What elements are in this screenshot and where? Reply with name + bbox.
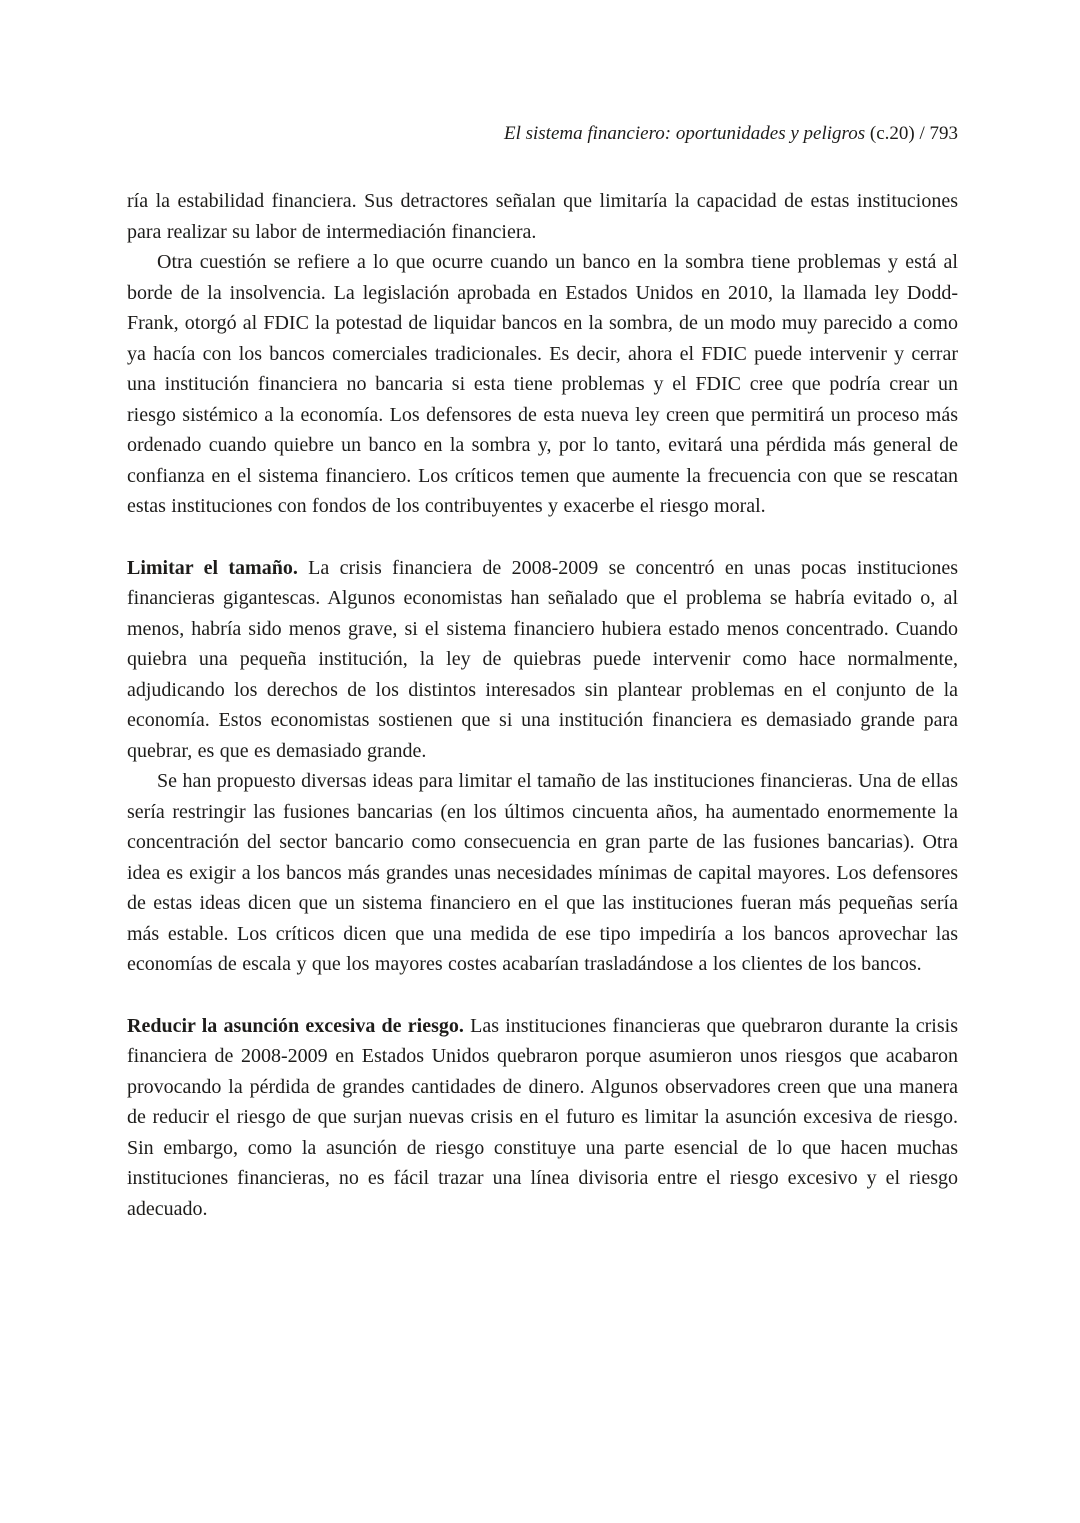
section-paragraph: Limitar el tamaño. La crisis financiera de 2008-2009 se concentró en unas pocas instituciones financieras gigantescas. Algunos economistas han señalado que el problema se habría evitado o, al menos, habría sido menos grave, si el sistema financiero hubiera estado menos concentrado. Cuando quiebra una pequeña institución, la ley de quiebras puede intervenir como hace normalmente, adjudicando los derechos de los distintos interesados sin plantear problemas en el conjunto de la economía. Estos economistas sostienen que si una institución financiera es demasiado grande para quebrar, es que es demasiado grande. — [127, 556, 959, 762]
body-paragraph: Otra cuestión se refiere a lo que ocurre cuando un banco en la sombra tiene problemas y está al borde de la insolvencia. La legislación aprobada en Estados Unidos en 2010, la llamada ley Dodd-Frank, otorgó al FDIC la potestad de liquidar bancos en la sombra, de un modo muy parecido a como ya hacía con los bancos comerciales tradicionales. Es decir, ahora el FDIC puede intervenir y cerrar una institución financiera no bancaria si esta tiene problemas y el FDIC cree que podría crear un riesgo sistémico a la economía. Los defensores de esta nueva ley creen que permitirá un proceso más ordenado cuando quiebre un banco en la sombra y, por lo tanto, evitará una pérdida más general de confianza en el sistema financiero. Los críticos temen que aumente la frecuencia con que se rescatan estas instituciones con fondos de los contribuyentes y exacerbe el riesgo moral. — [127, 251, 958, 517]
running-head-title: El sistema financiero: oportunidades y peligros — [503, 123, 866, 144]
page-body — [127, 186, 958, 1224]
body-paragraph: Se han propuesto diversas ideas para limitar el tamaño de las instituciones financieras. Una de ellas sería restringir las fusiones bancarias (en los últimos cincuenta años, ha aumentado enormemente la concentración del sector bancario como consecuencia en gran parte de las fusiones bancarias). Otra idea es exigir a los bancos más grandes unas necesidades mínimas de capital mayores. Los defensores de estas ideas dicen que un sistema financiero en el que las instituciones fueran más pequeñas sería más estable. Los críticos dicen que una medida de ese tipo impediría a los bancos aprovechar las economías de escala y que los mayores costes acabarían trasladándose a los clientes de los bancos. — [127, 770, 958, 975]
running-head-page-number: (c.20) / 793 — [865, 123, 958, 144]
running-head — [127, 122, 958, 146]
body-paragraph: ría la estabilidad financiera. Sus detractores señalan que limitaría la capacidad de estas instituciones para realizar su labor de intermediación financiera. — [127, 190, 958, 243]
section-lead: Limitar el tamaño. — [127, 556, 298, 579]
section-lead: Reducir la asunción excesiva de riesgo. — [127, 1014, 464, 1037]
section-paragraph: Reducir la asunción excesiva de riesgo. Las instituciones financieras que quebraron durante la crisis financiera de 2008-2009 en Estados Unidos quebraron porque asumieron unos riesgos que acabaron provocando la pérdida de grandes cantidades de dinero. Algunos observadores creen que una manera de reducir el riesgo de que surjan nuevas crisis en el futuro es limitar la asunción excesiva de riesgo. Sin embargo, como la asunción de riesgo constituye una parte esencial de lo que hacen muchas instituciones financieras, no es fácil trazar una línea divisoria entre el riesgo excesivo y el riesgo adecuado. — [127, 1014, 958, 1220]
